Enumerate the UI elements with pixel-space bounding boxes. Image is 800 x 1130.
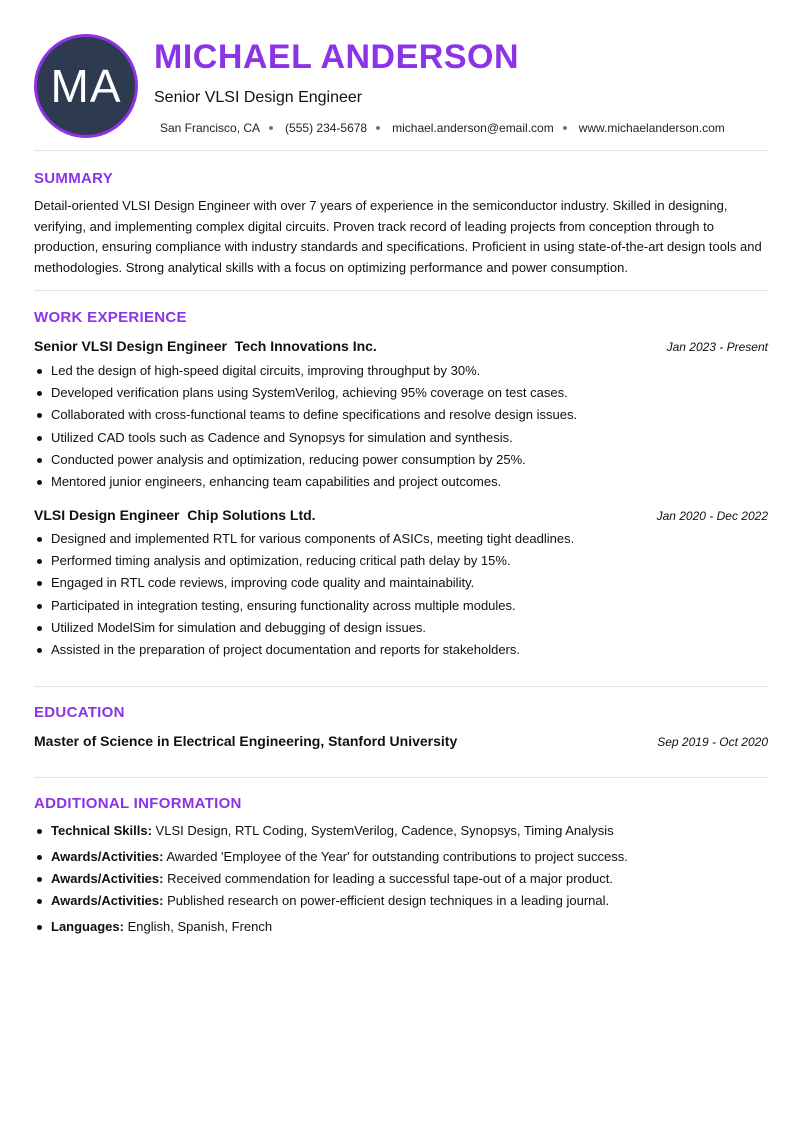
list-item: Conducted power analysis and optimization, reducing power consumption by 25%. bbox=[51, 449, 768, 471]
job-company: Tech Innovations Inc. bbox=[234, 338, 377, 354]
info-text: Published research on power-efficient design techniques in a leading journal. bbox=[167, 893, 610, 908]
info-label: Awards/Activities: bbox=[51, 871, 164, 886]
candidate-title: Senior VLSI Design Engineer bbox=[154, 89, 363, 106]
job-header bbox=[34, 338, 768, 356]
job-role-company bbox=[34, 507, 316, 523]
education-entry bbox=[34, 733, 768, 751]
info-text: Awarded 'Employee of the Year' for outstanding contributions to project success. bbox=[166, 849, 628, 864]
info-text: Received commendation for leading a successful tape-out of a major product. bbox=[167, 871, 613, 886]
job-dates: Jan 2020 - Dec 2022 bbox=[656, 509, 768, 523]
avatar-initials: MA bbox=[50, 60, 122, 112]
experience-heading: WORK EXPERIENCE bbox=[34, 309, 187, 326]
info-text: English, Spanish, French bbox=[127, 919, 273, 934]
info-label: Awards/Activities: bbox=[51, 849, 164, 864]
list-item: Designed and implemented RTL for various components of ASICs, meeting tight deadlines. bbox=[51, 528, 768, 550]
summary-heading: SUMMARY bbox=[34, 170, 114, 187]
list-item: Performed timing analysis and optimization, reducing critical path delay by 15%. bbox=[51, 550, 768, 572]
job-header bbox=[34, 507, 768, 525]
additional-heading: ADDITIONAL INFORMATION bbox=[34, 795, 242, 812]
list-item: Utilized CAD tools such as Cadence and Synopsys for simulation and synthesis. bbox=[51, 427, 768, 449]
candidate-name: MICHAEL ANDERSON bbox=[154, 38, 520, 76]
education-degree: Master of Science in Electrical Engineering, Stanford University bbox=[34, 733, 458, 749]
separator-dot bbox=[269, 126, 273, 130]
job-role: Senior VLSI Design Engineer bbox=[34, 338, 227, 354]
additional-list bbox=[51, 820, 768, 938]
list-item: Led the design of high-speed digital circuits, improving throughput by 30%. bbox=[51, 360, 768, 382]
education-heading: EDUCATION bbox=[34, 704, 125, 721]
separator-dot bbox=[376, 126, 380, 130]
list-item: Assisted in the preparation of project documentation and reports for stakeholders. bbox=[51, 639, 768, 661]
job-role: VLSI Design Engineer bbox=[34, 507, 180, 523]
list-item bbox=[51, 890, 768, 912]
section-divider bbox=[34, 290, 768, 291]
job-bullets bbox=[51, 360, 768, 493]
education-dates: Sep 2019 - Oct 2020 bbox=[657, 735, 768, 749]
section-divider bbox=[34, 777, 768, 778]
list-item: Engaged in RTL code reviews, improving code quality and maintainability. bbox=[51, 572, 768, 594]
resume-header bbox=[34, 34, 768, 138]
list-item: Utilized ModelSim for simulation and debugging of design issues. bbox=[51, 617, 768, 639]
list-item: Mentored junior engineers, enhancing team capabilities and project outcomes. bbox=[51, 471, 768, 493]
job-company: Chip Solutions Ltd. bbox=[187, 507, 316, 523]
contact-phone[interactable]: (555) 234-5678 bbox=[285, 121, 368, 135]
separator-dot bbox=[563, 126, 567, 130]
contact-email[interactable]: michael.anderson@email.com bbox=[392, 121, 554, 135]
job-dates: Jan 2023 - Present bbox=[666, 340, 768, 354]
list-item bbox=[51, 868, 768, 890]
info-label: Awards/Activities: bbox=[51, 893, 164, 908]
list-item: Developed verification plans using SystemVerilog, achieving 95% coverage on test cases. bbox=[51, 382, 768, 404]
summary-text: Detail-oriented VLSI Design Engineer with over 7 years of experience in the semiconductor industry. Skilled in designing, verifying, and implementing complex digital circuits. Proven track record of leading projects from conception through to production, ensuring compliance with industry standards and specifications. Proficient in using state-of-the-art design tools and methodologies. Strong analytical skills with a focus on optimizing performance and power consumption. bbox=[34, 198, 762, 275]
contact-website[interactable]: www.michaelanderson.com bbox=[578, 121, 725, 135]
section-divider bbox=[34, 686, 768, 687]
list-item bbox=[51, 846, 768, 868]
info-label: Languages: bbox=[51, 919, 124, 934]
job-role-company bbox=[34, 338, 377, 354]
contact-line bbox=[160, 121, 725, 135]
contact-location: San Francisco, CA bbox=[160, 121, 261, 135]
job-bullets bbox=[51, 528, 768, 661]
list-item: Participated in integration testing, ensuring functionality across multiple modules. bbox=[51, 595, 768, 617]
list-item: Collaborated with cross-functional teams to define specifications and resolve design issues. bbox=[51, 404, 768, 426]
list-item bbox=[51, 820, 768, 842]
info-label: Technical Skills: bbox=[51, 823, 152, 838]
info-text: VLSI Design, RTL Coding, SystemVerilog, Cadence, Synopsys, Timing Analysis bbox=[155, 823, 614, 838]
section-divider bbox=[34, 150, 768, 151]
avatar bbox=[34, 34, 138, 138]
list-item bbox=[51, 916, 768, 938]
